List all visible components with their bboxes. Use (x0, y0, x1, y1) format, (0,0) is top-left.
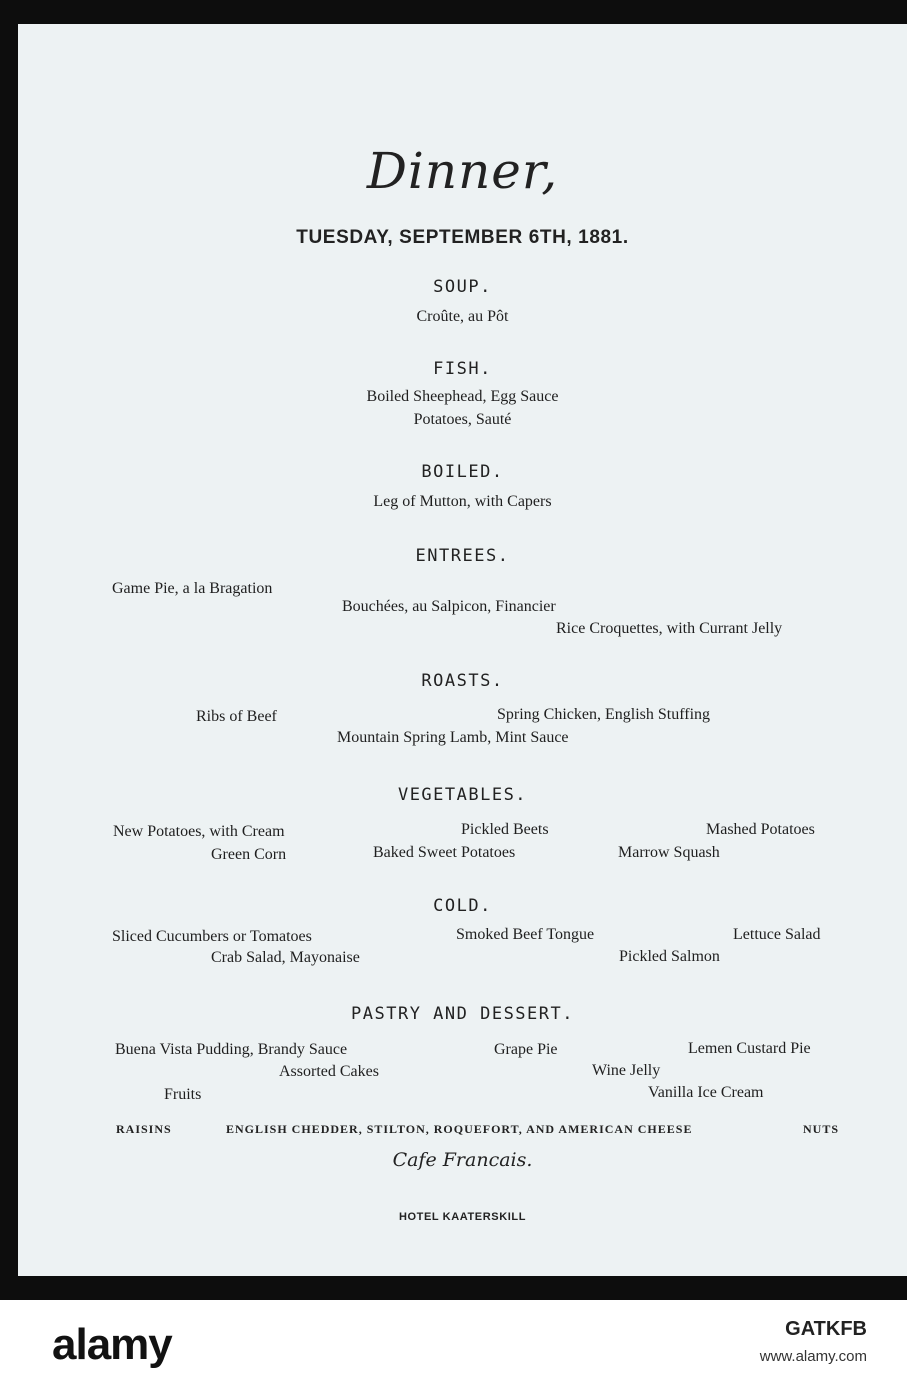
menu-item: Potatoes, Sauté (413, 411, 512, 428)
menu-item: Spring Chicken, English Stuffing (497, 706, 711, 723)
menu-item: Mashed Potatoes (706, 821, 815, 838)
section-heading-entrees: ENTREES. (415, 546, 510, 566)
menu-item: Pickled Beets (461, 821, 549, 838)
menu-item: Leg of Mutton, with Capers (373, 493, 552, 510)
stock-logo: alamy (52, 1320, 172, 1369)
menu-item: Grape Pie (494, 1041, 558, 1058)
section-heading-roasts: ROASTS. (421, 671, 504, 691)
menu-item: Vanilla Ice Cream (648, 1084, 764, 1101)
menu-card (18, 24, 907, 1276)
menu-item: Sliced Cucumbers or Tomatoes (112, 928, 312, 945)
menu-title: Dinner, (366, 142, 559, 200)
menu-item: Pickled Salmon (619, 948, 720, 965)
menu-item: Ribs of Beef (196, 708, 277, 725)
section-heading-pastry: PASTRY AND DESSERT. (351, 1004, 574, 1024)
menu-item: New Potatoes, with Cream (113, 823, 285, 840)
menu-item: Marrow Squash (618, 844, 720, 861)
stock-footer (0, 1300, 907, 1390)
nuts-label: NUTS (803, 1122, 840, 1136)
menu-item: Bouchées, au Salpicon, Financier (342, 598, 556, 615)
menu-item: Croûte, au Pôt (416, 308, 509, 325)
menu-item: Lemen Custard Pie (688, 1040, 811, 1057)
menu-item: Game Pie, a la Bragation (112, 580, 273, 597)
menu-item: Wine Jelly (592, 1062, 661, 1079)
raisins-label: RAISINS (116, 1122, 172, 1136)
section-heading-boiled: BOILED. (421, 462, 504, 482)
menu-item: Mountain Spring Lamb, Mint Sauce (337, 729, 569, 746)
menu-date: TUESDAY, SEPTEMBER 6TH, 1881. (296, 227, 629, 248)
menu-item: Boiled Sheephead, Egg Sauce (366, 388, 559, 405)
image-id: GATKFB (785, 1318, 867, 1340)
menu-item: Crab Salad, Mayonaise (211, 949, 360, 966)
menu-item: Smoked Beef Tongue (456, 926, 595, 943)
section-heading-fish: FISH. (433, 359, 492, 379)
menu-item: Buena Vista Pudding, Brandy Sauce (115, 1041, 348, 1058)
menu-item: Fruits (164, 1086, 202, 1103)
stock-url[interactable]: www.alamy.com (759, 1348, 867, 1365)
menu-item: Green Corn (211, 846, 287, 863)
menu-item: Lettuce Salad (733, 926, 821, 943)
menu-item: Baked Sweet Potatoes (373, 844, 516, 861)
cheese-line: ENGLISH CHEDDER, STILTON, ROQUEFORT, AND AMERICAN CHEESE (226, 1122, 693, 1136)
hotel-name: HOTEL KAATERSKILL (398, 1211, 527, 1223)
coffee-line: Cafe Francais. (392, 1149, 533, 1171)
section-heading-cold: COLD. (433, 896, 492, 916)
section-heading-soup: SOUP. (433, 277, 492, 297)
section-heading-vegetables: VEGETABLES. (397, 785, 528, 805)
menu-item: Assorted Cakes (279, 1063, 379, 1080)
menu-item: Rice Croquettes, with Currant Jelly (556, 620, 783, 637)
